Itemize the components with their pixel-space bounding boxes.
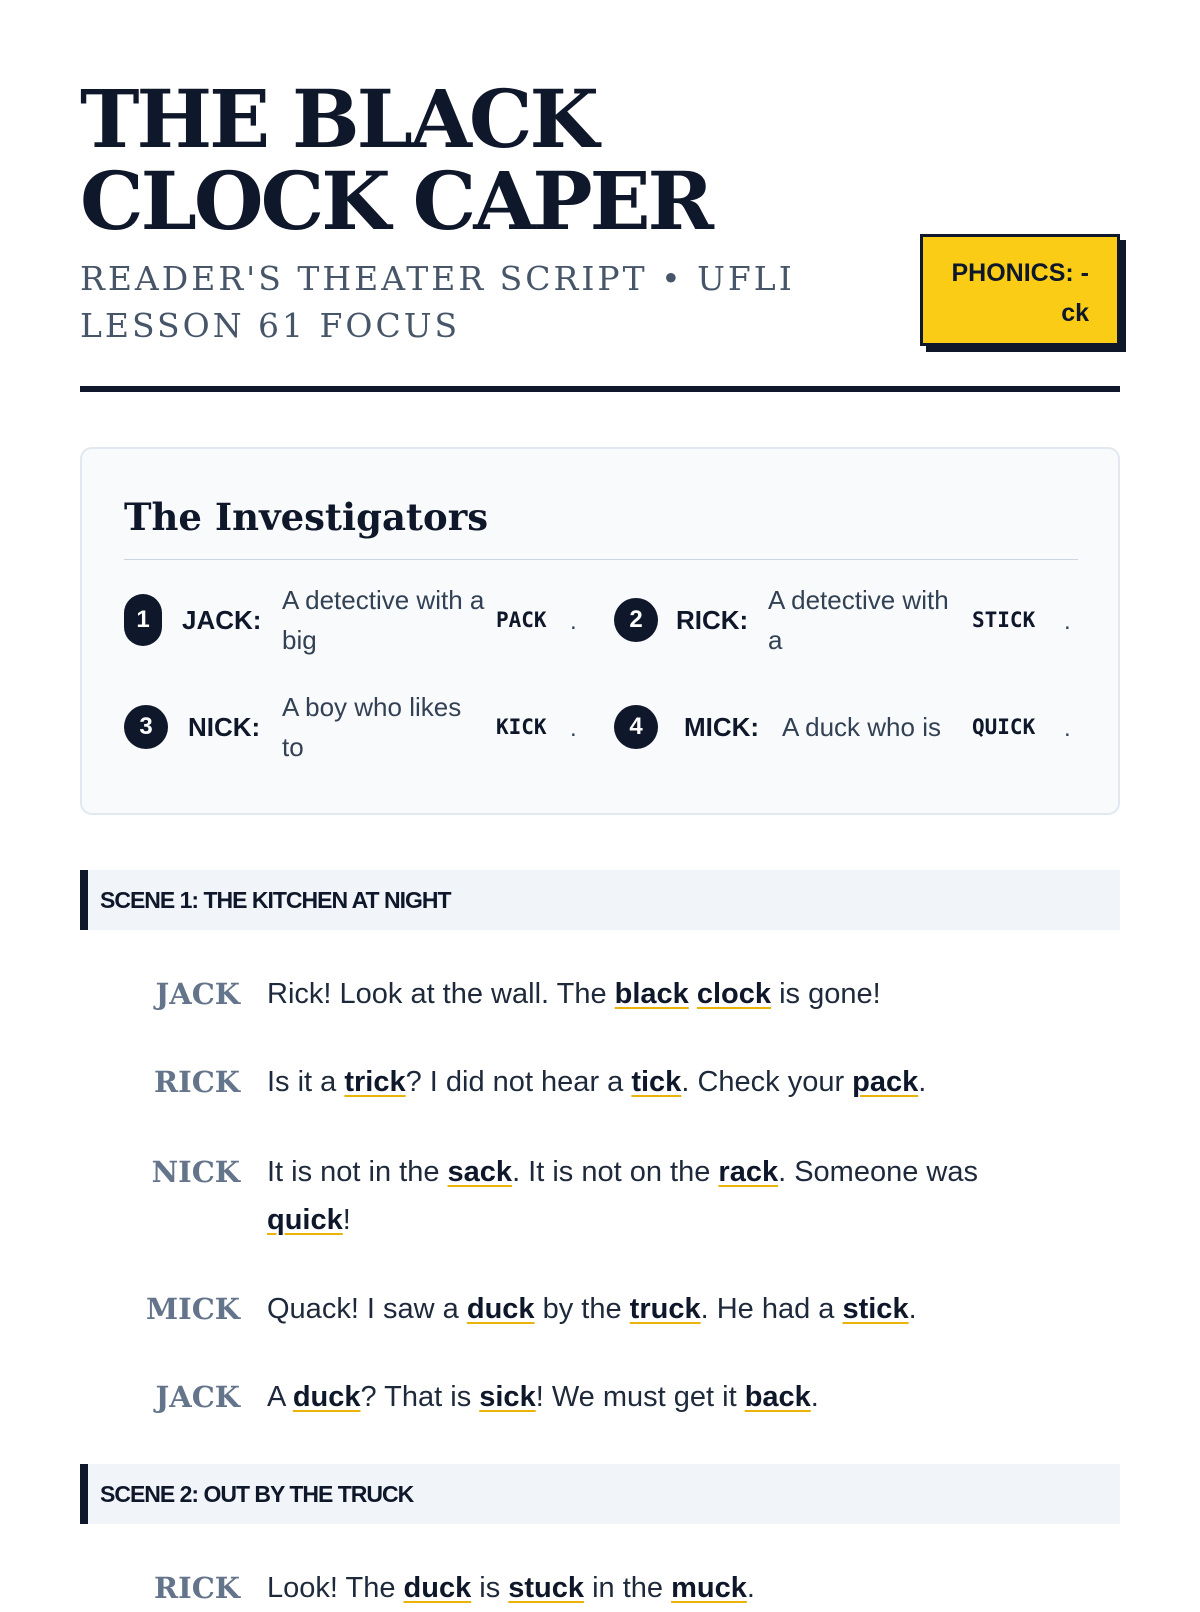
dialogue-text: Quack! I saw a duck by the truck. He had a stick. <box>267 1293 917 1325</box>
ck-word: rack <box>718 1156 779 1188</box>
speaker-name: JACK <box>155 1380 240 1414</box>
ck-word: black <box>614 978 689 1010</box>
speaker-name: RICK <box>154 1065 240 1099</box>
ck-word: stuck <box>508 1572 585 1604</box>
dialogue-text: Rick! Look at the wall. The black clock is gone! <box>267 978 881 1010</box>
cast-number-badge: 2 <box>614 598 658 642</box>
cast-number-badge: 3 <box>124 705 168 749</box>
cast-member <box>124 580 584 660</box>
header-divider <box>80 386 1120 392</box>
cast-member <box>614 580 1084 660</box>
cast-name: MICK: <box>684 712 760 742</box>
cast-description: A boy who likes to <box>282 692 462 762</box>
cast-period: . <box>1064 715 1071 742</box>
ck-word: trick <box>344 1066 406 1098</box>
ck-word: duck <box>466 1293 535 1325</box>
speaker-name: NICK <box>151 1155 240 1189</box>
ck-word: back <box>744 1381 811 1413</box>
cast-name: NICK: <box>188 712 261 742</box>
ck-word: stick <box>842 1293 909 1325</box>
ck-word: duck <box>292 1381 361 1413</box>
dialogue-text: A duck? That is sick! We must get it back. <box>267 1381 819 1413</box>
ck-word: sick <box>479 1381 536 1413</box>
cast-number-badge: 4 <box>614 705 658 749</box>
cast-period: . <box>570 715 577 742</box>
cast-prop: PACK <box>496 608 547 632</box>
speaker-name: JACK <box>155 977 240 1011</box>
cast-prop: QUICK <box>972 715 1036 739</box>
ck-word: sack <box>447 1156 513 1188</box>
ck-word: clock <box>696 978 772 1010</box>
dialogue-text: It is not in the sack. It is not on the rack. Someone was quick! <box>267 1156 978 1236</box>
cast-member <box>124 687 584 767</box>
cast-name: JACK: <box>182 605 262 635</box>
cast-period: . <box>570 608 577 635</box>
cast-prop: STICK <box>972 608 1036 632</box>
cast-number-badge: 1 <box>124 594 162 646</box>
page-subtitle: READER'S THEATER SCRIPT • UFLI LESSON 61 FOCUS <box>80 259 795 345</box>
cast-name: RICK: <box>676 605 749 635</box>
dialogue-text: Is it a trick? I did not hear a tick. Check your pack. <box>267 1066 927 1098</box>
ck-word: muck <box>671 1572 747 1604</box>
cast-card <box>80 447 1120 815</box>
speaker-name: RICK <box>154 1571 240 1605</box>
speaker-name: MICK <box>146 1292 240 1326</box>
ck-word: quick <box>267 1204 343 1236</box>
ck-word: duck <box>403 1572 472 1604</box>
phonics-badge: PHONICS: -ck <box>920 234 1120 346</box>
dialogue-text: Look! The duck is stuck in the muck. <box>267 1572 755 1604</box>
ck-word: truck <box>629 1293 701 1325</box>
ck-word: pack <box>852 1066 919 1098</box>
cast-description: A detective with a <box>768 585 949 655</box>
cast-period: . <box>1064 608 1071 635</box>
scene-heading: SCENE 1: THE KITCHEN AT NIGHT <box>80 870 1120 930</box>
cast-divider <box>124 559 1078 560</box>
cast-description: A detective with a big <box>282 585 485 655</box>
cast-prop: KICK <box>496 715 547 739</box>
cast-description: A duck who is <box>782 712 941 742</box>
scene-heading: SCENE 2: OUT BY THE TRUCK <box>80 1464 1120 1524</box>
cast-member <box>614 687 1084 767</box>
ck-word: tick <box>631 1066 682 1098</box>
cast-title: The Investigators <box>124 495 489 539</box>
page-title: THE BLACK CLOCK CAPER <box>80 72 712 248</box>
